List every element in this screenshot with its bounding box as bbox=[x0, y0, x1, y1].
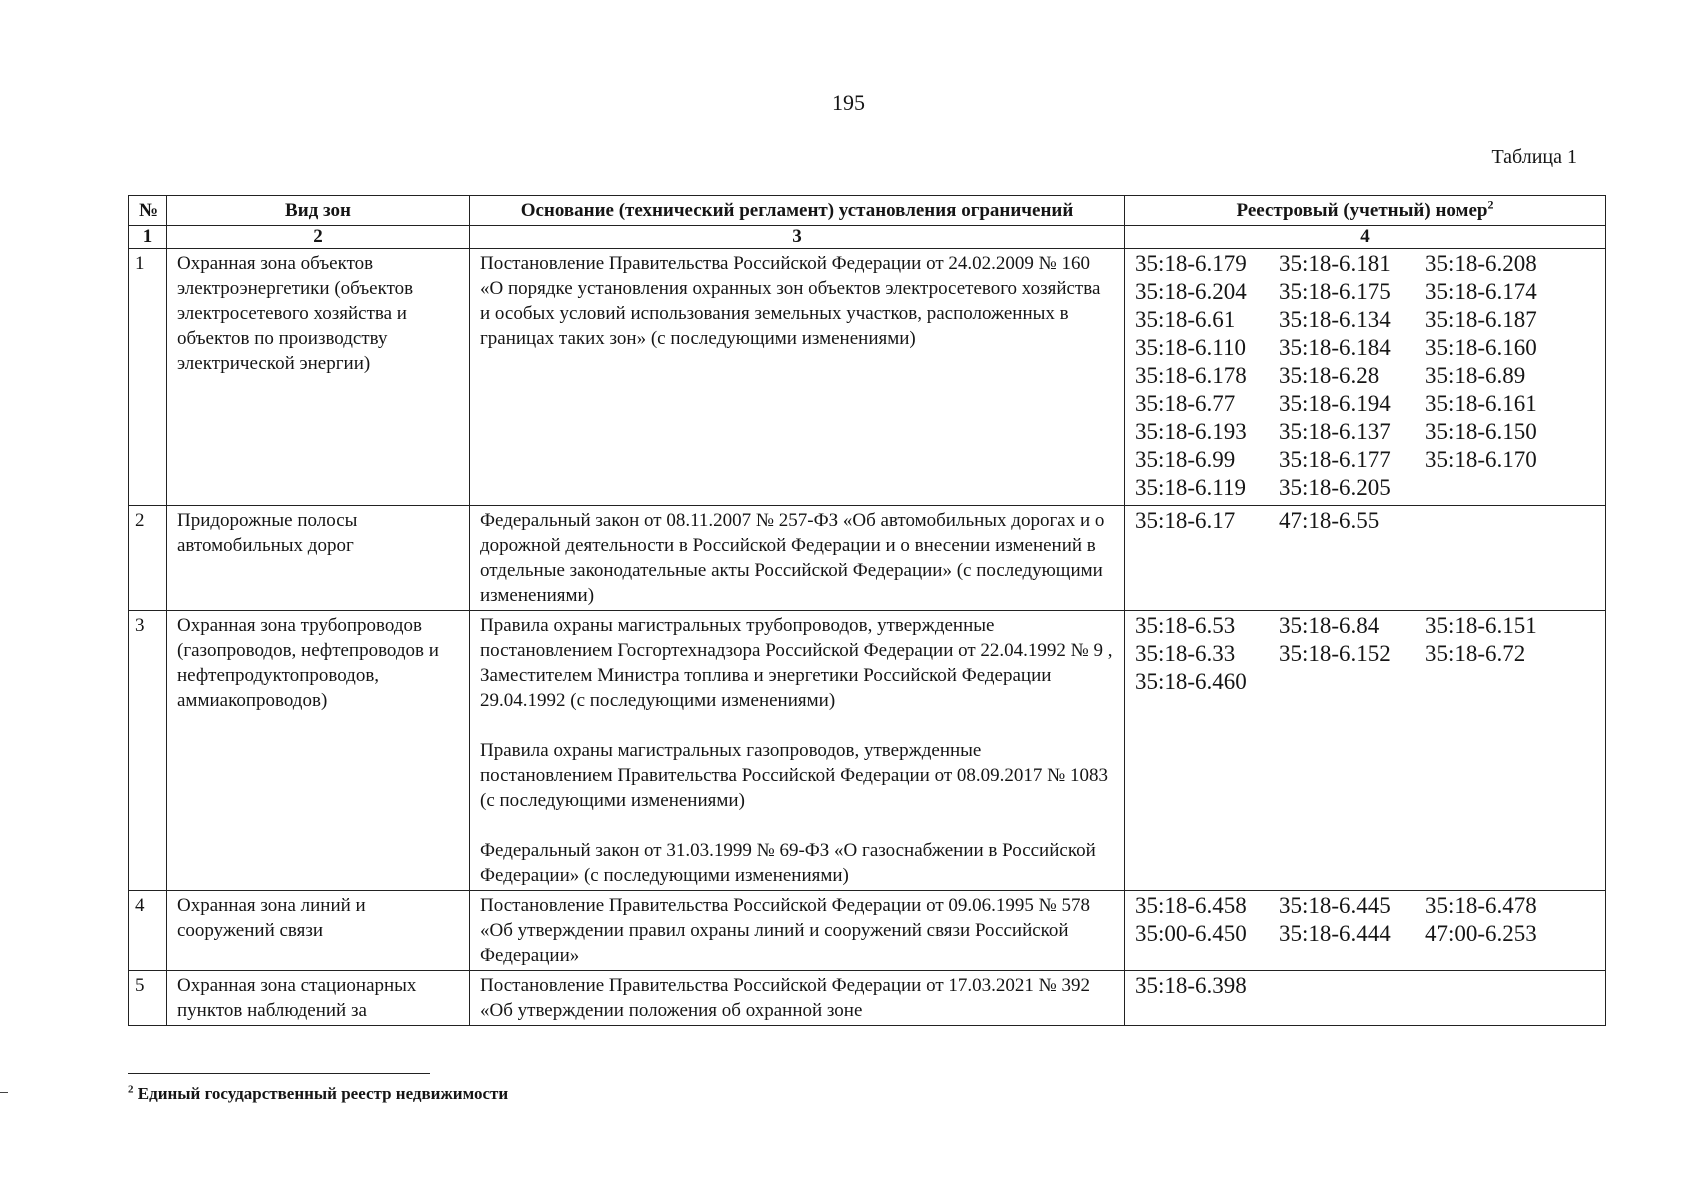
basis-text: Правила охраны магистральных газопроводов, утвержденные постановлением Правительства Российской Федерации от 08.09.2017 № 1083 (с последующими изменениями) bbox=[480, 740, 1109, 811]
basis-cell bbox=[470, 971, 1125, 1026]
registry-cell bbox=[1125, 971, 1606, 1026]
table-row bbox=[129, 249, 1606, 506]
registry-number: 35:18-6.194 bbox=[1279, 391, 1391, 416]
zone-type: Придорожные полосы автомобильных дорог bbox=[167, 506, 470, 611]
table-label: Таблица 1 bbox=[1491, 146, 1577, 168]
row-number: 1 bbox=[129, 249, 167, 506]
column-number-row bbox=[129, 226, 1606, 249]
registry-number: 35:18-6.208 bbox=[1425, 251, 1537, 276]
footnote-ref-header: 2 bbox=[1487, 197, 1494, 212]
header-row bbox=[129, 196, 1606, 226]
registry-cell bbox=[1125, 611, 1606, 891]
registry-number: 35:18-6.193 bbox=[1135, 419, 1247, 444]
registry-number: 35:18-6.398 bbox=[1135, 973, 1247, 998]
basis-text: Федеральный закон от 31.03.1999 № 69-ФЗ «О газоснабжении в Российской Федерации» (с последующими изменениями) bbox=[480, 840, 1096, 886]
registry-number: 35:18-6.175 bbox=[1279, 279, 1391, 304]
edge-mark bbox=[0, 1092, 8, 1093]
restrictions-table bbox=[128, 195, 1606, 1026]
registry-number: 35:18-6.458 bbox=[1135, 893, 1247, 918]
registry-number: 47:00-6.253 bbox=[1425, 921, 1537, 946]
table-row bbox=[129, 971, 1606, 1026]
registry-number: 35:18-6.187 bbox=[1425, 307, 1537, 332]
registry-number-list bbox=[1135, 972, 1597, 1000]
header-registry-label: Реестровый (учетный) номер bbox=[1236, 200, 1488, 221]
registry-number: 35:18-6.84 bbox=[1279, 613, 1380, 638]
zone-type: Охранная зона стационарных пунктов наблюдений за bbox=[167, 971, 470, 1026]
zone-type: Охранная зона трубопроводов (газопроводов, нефтепроводов и нефтепродуктопроводов, аммиакопроводов) bbox=[167, 611, 470, 891]
registry-number: 35:18-6.170 bbox=[1425, 447, 1537, 472]
registry-number: 35:18-6.460 bbox=[1135, 669, 1247, 694]
footnote-ref: 2 bbox=[128, 1083, 134, 1096]
registry-number: 35:18-6.110 bbox=[1135, 335, 1246, 360]
table-row bbox=[129, 891, 1606, 971]
basis-text: Федеральный закон от 08.11.2007 № 257-ФЗ «Об автомобильных дорогах и о дорожной деятельности в Российской Федерации и о внесении изменений в отдельные законодательные акты Российской Федерации» (с последующими изменениями) bbox=[480, 510, 1105, 606]
column-number: 2 bbox=[167, 226, 470, 249]
registry-number: 35:18-6.119 bbox=[1135, 475, 1246, 500]
basis-cell bbox=[470, 506, 1125, 611]
registry-number: 35:18-6.28 bbox=[1279, 363, 1380, 388]
header-zone-type: Вид зон bbox=[167, 196, 470, 226]
registry-number: 35:18-6.33 bbox=[1135, 641, 1236, 666]
registry-cell bbox=[1125, 891, 1606, 971]
registry-number: 35:18-6.72 bbox=[1425, 641, 1526, 666]
zone-type: Охранная зона объектов электроэнергетики (объектов электросетевого хозяйства и объектов по производству электрической энергии) bbox=[167, 249, 470, 506]
registry-number: 35:18-6.184 bbox=[1279, 335, 1391, 360]
registry-number: 35:18-6.152 bbox=[1279, 641, 1391, 666]
registry-number: 35:18-6.174 bbox=[1425, 279, 1537, 304]
column-number: 4 bbox=[1125, 226, 1606, 249]
header-registry bbox=[1125, 196, 1606, 226]
basis-text: Постановление Правительства Российской Федерации от 09.06.1995 № 578 «Об утверждении правил охраны линий и сооружений связи Российской Федерации» bbox=[480, 895, 1091, 966]
registry-number: 35:18-6.204 bbox=[1135, 279, 1247, 304]
basis-text: Постановление Правительства Российской Федерации от 24.02.2009 № 160 «О порядке установления охранных зон объектов электросетевого хозяйства и особых условий использования земельных участков, расположенных в границах таких зон» (с последующими изменениями) bbox=[480, 253, 1101, 349]
registry-number: 35:18-6.137 bbox=[1279, 419, 1391, 444]
registry-number: 35:18-6.151 bbox=[1425, 613, 1537, 638]
registry-number-list bbox=[1135, 892, 1597, 948]
footnote bbox=[128, 1084, 508, 1104]
registry-number-list bbox=[1135, 250, 1597, 502]
registry-number-list bbox=[1135, 612, 1597, 696]
footnote-divider bbox=[128, 1073, 430, 1074]
registry-cell bbox=[1125, 249, 1606, 506]
row-number: 5 bbox=[129, 971, 167, 1026]
row-number: 2 bbox=[129, 506, 167, 611]
basis-text: Правила охраны магистральных трубопроводов, утвержденные постановлением Госгортехнадзора Российской Федерации от 22.04.1992 № 9 , Заместителем Министра топлива и энергетики Российской Федерации 29.04.1992 (с последующими изменениями) bbox=[480, 615, 1113, 711]
registry-number: 35:18-6.205 bbox=[1279, 475, 1391, 500]
registry-number: 35:18-6.150 bbox=[1425, 419, 1537, 444]
registry-number: 35:00-6.450 bbox=[1135, 921, 1247, 946]
header-no: № bbox=[129, 196, 167, 226]
registry-number: 35:18-6.134 bbox=[1279, 307, 1391, 332]
zone-type: Охранная зона линий и сооружений связи bbox=[167, 891, 470, 971]
registry-number: 35:18-6.53 bbox=[1135, 613, 1236, 638]
basis-cell bbox=[470, 249, 1125, 506]
registry-number: 35:18-6.444 bbox=[1279, 921, 1391, 946]
basis-cell bbox=[470, 891, 1125, 971]
column-number: 3 bbox=[470, 226, 1125, 249]
column-number: 1 bbox=[129, 226, 167, 249]
table-row bbox=[129, 506, 1606, 611]
registry-number: 35:18-6.179 bbox=[1135, 251, 1247, 276]
registry-number: 35:18-6.178 bbox=[1135, 363, 1247, 388]
registry-number: 35:18-6.99 bbox=[1135, 447, 1236, 472]
registry-number: 47:18-6.55 bbox=[1279, 508, 1380, 533]
basis-cell bbox=[470, 611, 1125, 891]
basis-text: Постановление Правительства Российской Федерации от 17.03.2021 № 392 «Об утверждении положения об охранной зоне bbox=[480, 975, 1091, 1021]
registry-number: 35:18-6.61 bbox=[1135, 307, 1236, 332]
registry-number: 35:18-6.77 bbox=[1135, 391, 1236, 416]
footnote-text: Единый государственный реестр недвижимости bbox=[137, 1084, 509, 1103]
registry-number: 35:18-6.17 bbox=[1135, 508, 1236, 533]
table-row bbox=[129, 611, 1606, 891]
row-number: 3 bbox=[129, 611, 167, 891]
registry-number: 35:18-6.478 bbox=[1425, 893, 1537, 918]
registry-number: 35:18-6.177 bbox=[1279, 447, 1391, 472]
registry-number: 35:18-6.181 bbox=[1279, 251, 1391, 276]
registry-number-list bbox=[1135, 507, 1597, 535]
registry-number: 35:18-6.89 bbox=[1425, 363, 1526, 388]
table-body bbox=[129, 249, 1606, 1026]
header-basis: Основание (технический регламент) установления ограничений bbox=[470, 196, 1125, 226]
registry-number: 35:18-6.160 bbox=[1425, 335, 1537, 360]
registry-number: 35:18-6.161 bbox=[1425, 391, 1537, 416]
registry-cell bbox=[1125, 506, 1606, 611]
page-number: 195 bbox=[832, 90, 865, 115]
row-number: 4 bbox=[129, 891, 167, 971]
registry-number: 35:18-6.445 bbox=[1279, 893, 1391, 918]
